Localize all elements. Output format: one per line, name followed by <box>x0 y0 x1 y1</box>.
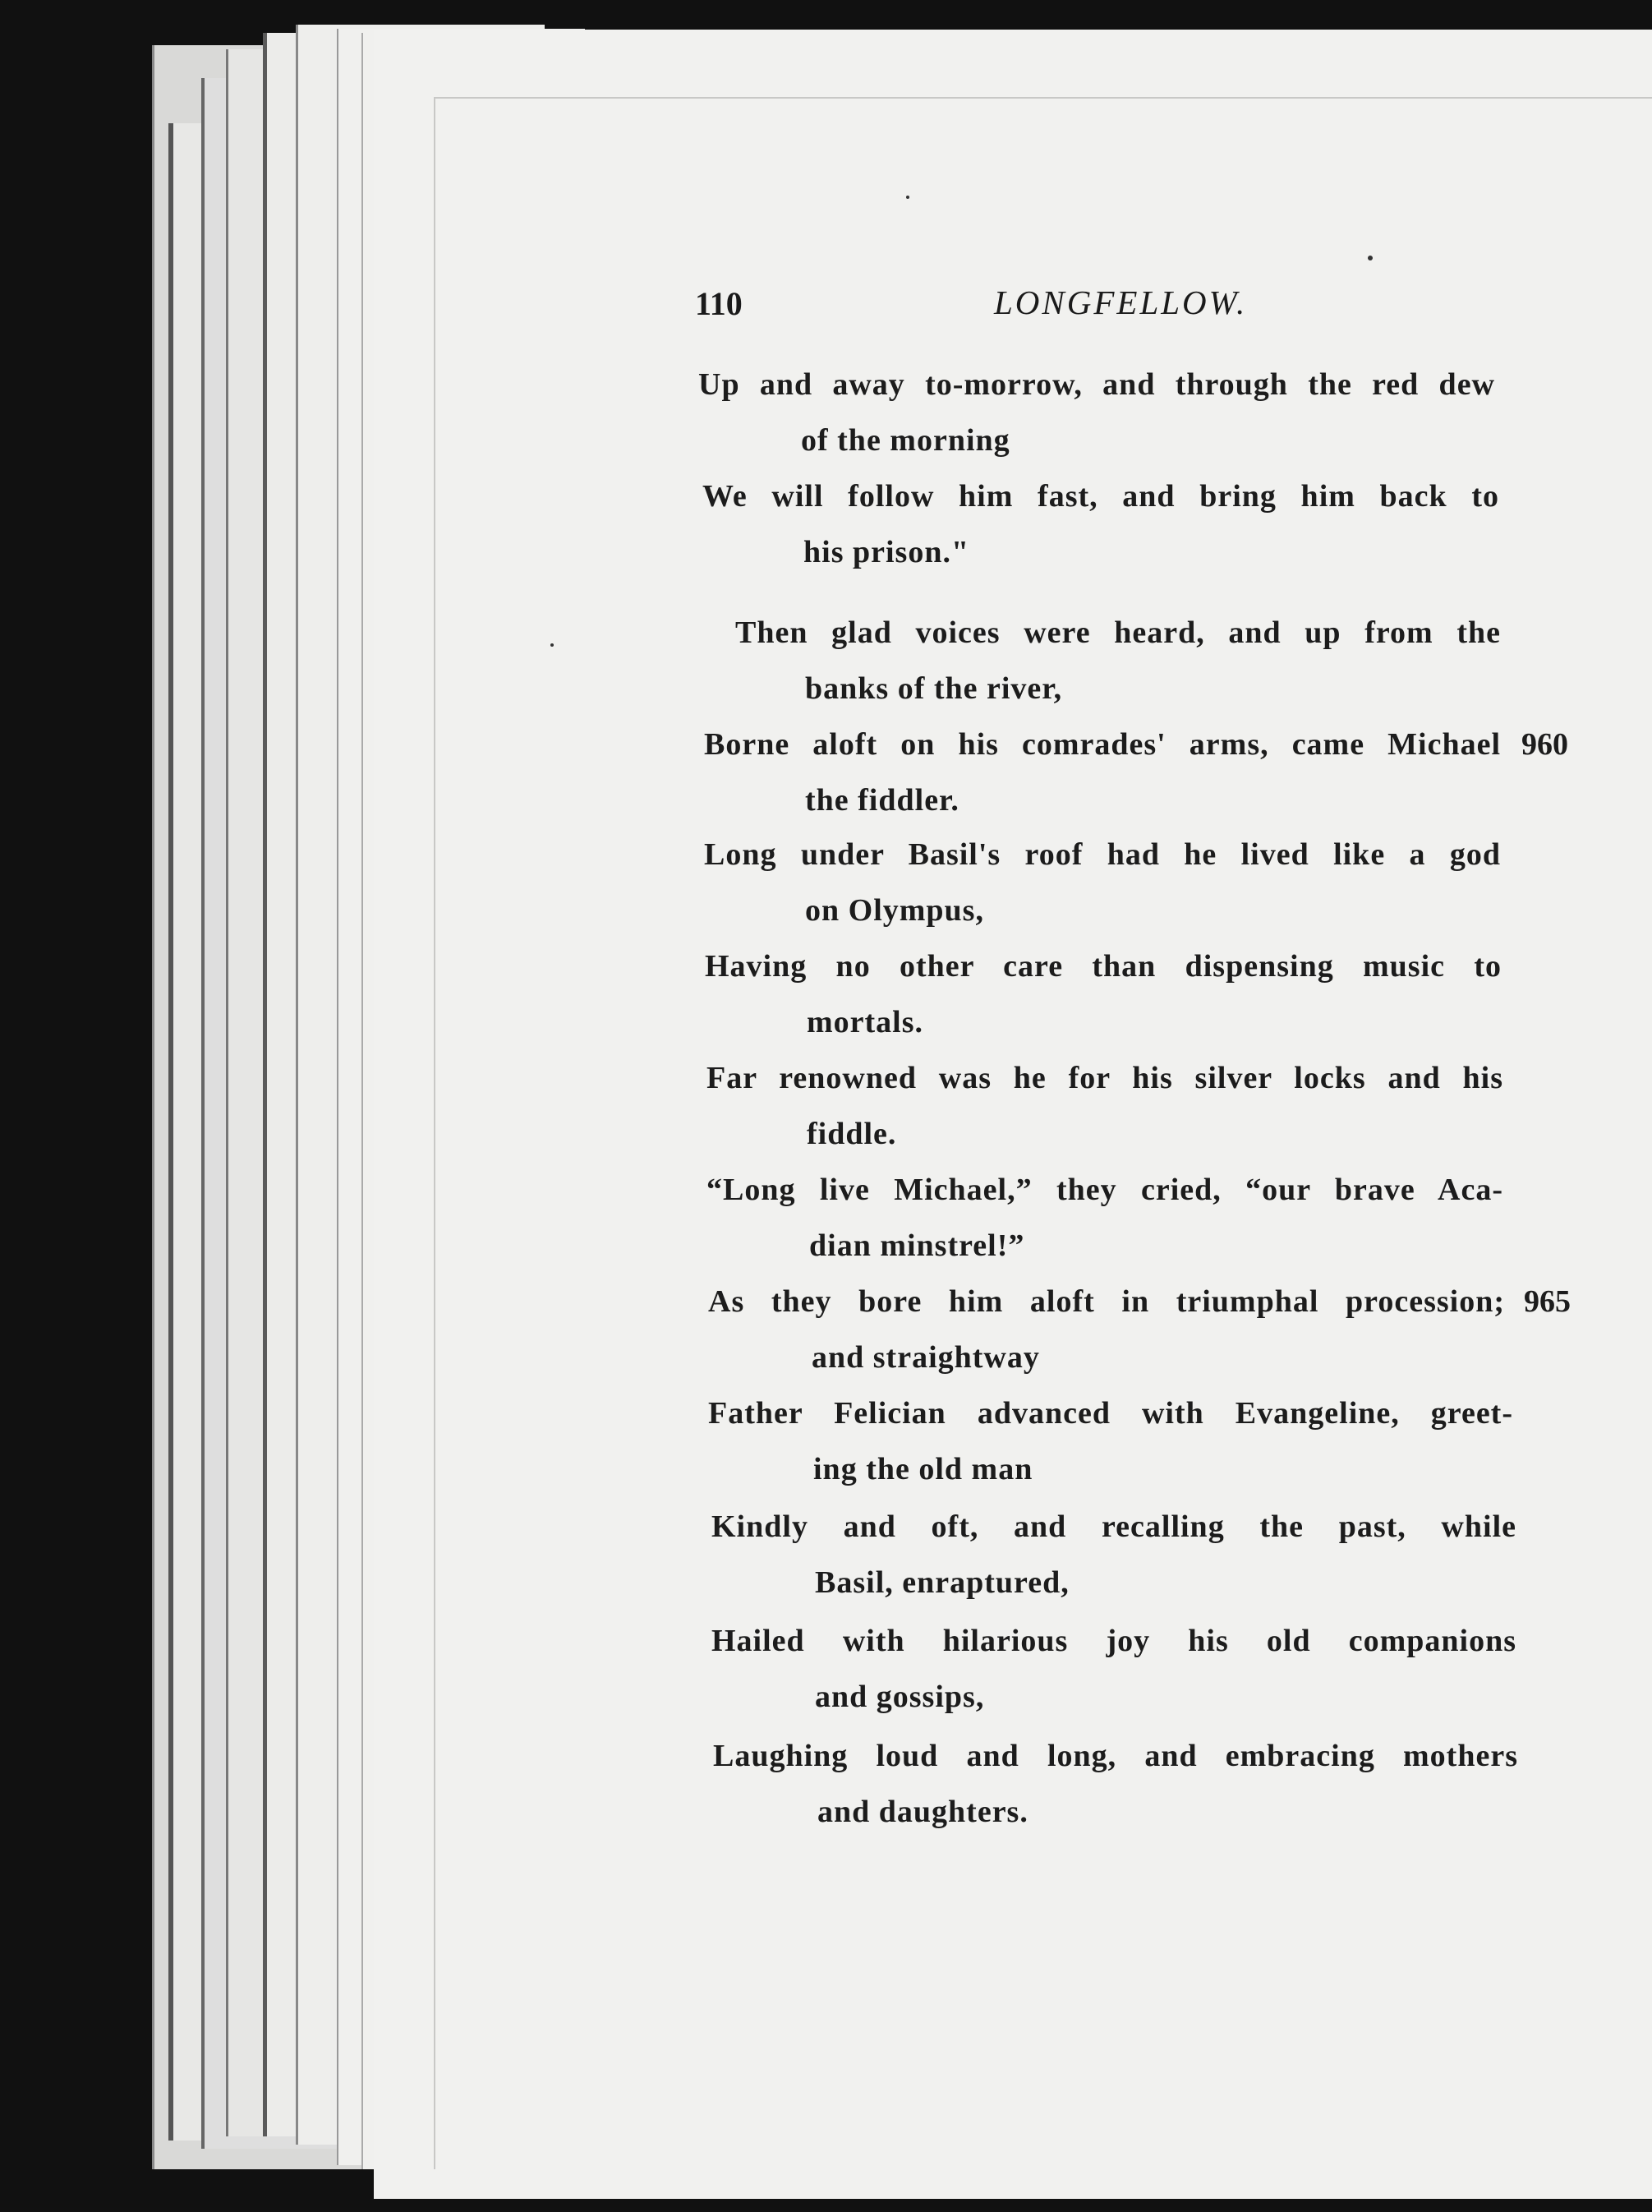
verse-line: Long under Basil's roof had he lived like a god <box>704 837 1501 872</box>
page-border <box>434 97 1652 2169</box>
verse-line: Borne aloft on his comrades' arms, came Michael <box>704 727 1501 762</box>
verse-line-continuation: ing the old man <box>813 1452 1033 1486</box>
verse-line-continuation: his prison." <box>803 535 970 569</box>
dust-speck <box>906 196 909 199</box>
verse-line-continuation: Basil, enraptured, <box>815 1565 1070 1600</box>
verse-line: Far renowned was he for his silver locks and his <box>706 1061 1503 1095</box>
verse-line: Hailed with hilarious joy his old companions <box>711 1624 1516 1658</box>
verse-line-continuation: banks of the river, <box>805 671 1063 706</box>
running-title: LONGFELLOW. <box>994 283 1248 321</box>
verse-line-continuation: and straightway <box>812 1340 1040 1375</box>
verse-line-continuation: dian minstrel!” <box>809 1228 1025 1263</box>
line-number: 960 <box>1521 727 1568 762</box>
verse-line-continuation: the fiddler. <box>805 783 959 818</box>
dust-speck <box>550 643 554 647</box>
verse-line: As they bore him aloft in triumphal procession; <box>708 1284 1505 1319</box>
verse-line: Father Felician advanced with Evangeline, greet- <box>708 1396 1513 1431</box>
verse-line: Up and away to-morrow, and through the red dew <box>698 367 1495 402</box>
verse-line: Laughing loud and long, and embracing mothers <box>713 1739 1518 1773</box>
dust-speck <box>1368 256 1373 260</box>
verse-line-continuation: mortals. <box>807 1005 924 1039</box>
verse-line: Then glad voices were heard, and up from the <box>735 615 1501 650</box>
verse-line: We will follow him fast, and bring him back to <box>702 479 1499 514</box>
verse-line: “Long live Michael,” they cried, “our brave Aca- <box>706 1173 1503 1207</box>
verse-line-continuation: and gossips, <box>815 1680 985 1714</box>
line-number: 965 <box>1524 1284 1571 1319</box>
verse-line: Having no other care than dispensing music to <box>705 949 1502 984</box>
verse-line-continuation: of the morning <box>801 423 1010 458</box>
page-number: 110 <box>695 285 743 322</box>
verse-line-continuation: fiddle. <box>807 1117 897 1151</box>
verse-line-continuation: and daughters. <box>817 1795 1028 1829</box>
verse-line-continuation: on Olympus, <box>805 893 984 928</box>
verse-line: Kindly and oft, and recalling the past, while <box>711 1509 1516 1544</box>
